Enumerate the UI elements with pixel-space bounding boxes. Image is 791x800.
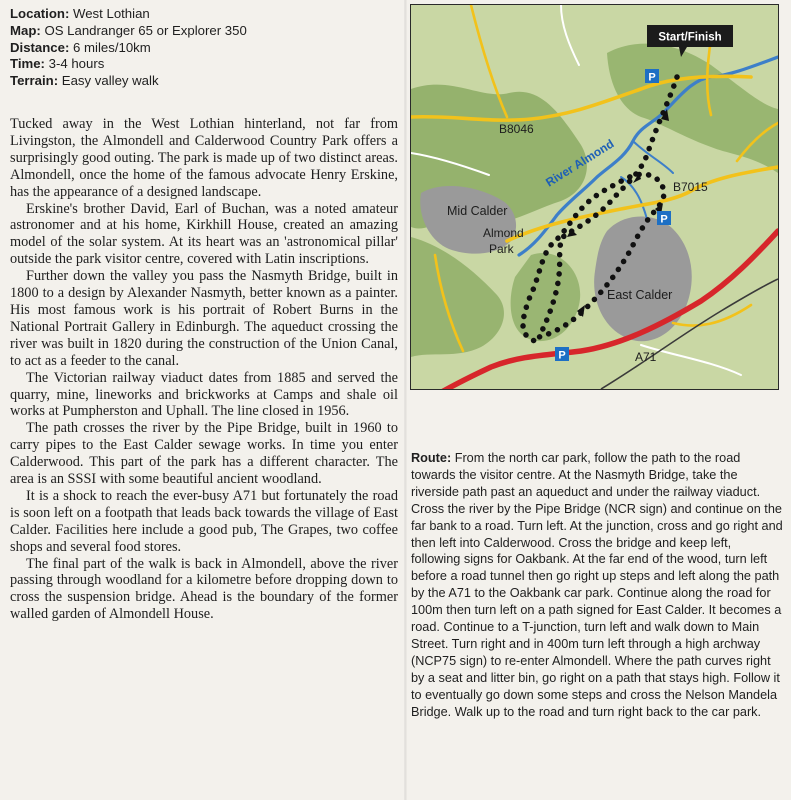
map-graphic bbox=[411, 5, 778, 389]
info-terrain bbox=[10, 73, 405, 90]
parking-text: P bbox=[558, 349, 566, 362]
paragraph: Erskine's brother David, Earl of Buchan, was a noted amateur astronomer and at his home, Kirkhill House, created an amazing model of the solar system. At its heart was an 'astronomical pillar' outside the park visitor centre, covered with Latin inscriptions. bbox=[10, 200, 398, 268]
parking-icon bbox=[645, 69, 659, 84]
route-text: From the north car park, follow the path to the road towards the visitor centre. At the Nasmyth Bridge, take the riverside path past an aqueduct and under the railway viaduct. Cross the river by the Pipe Bridge (NCR sign) and continue on the far bank to a road. Turn left. At the junction, cross and go right and then left into Calderwood. Cross the bridge and keep left, following signs for Oakbank. At the far end of the wood, turn left before a road tunnel then go right up steps and left along the path by the A71 to the Oakbank car park. Continue along the road for 100m then turn left on a path signed for East Calder. It becomes a road. Continue to a T-junction, turn left and walk down to Main Street. Turn right and in 400m turn left through a high archway (NCP75 sign) to re-enter Almondell. Where the path curves right by a seat and litter bin, go right on a path that stays high. Follow it to eventually go down some steps and cross the Nelson Mandela Bridge. Walk up to the road and turn right back to the car park. bbox=[411, 451, 783, 719]
label-b8046: B8046 bbox=[499, 122, 534, 136]
label-mid-calder: Mid Calder bbox=[447, 204, 508, 218]
article-body bbox=[10, 116, 398, 623]
walk-info bbox=[10, 6, 405, 90]
label-east-calder: East Calder bbox=[607, 288, 673, 302]
paragraph: The Victorian railway viaduct dates from 1885 and served the quarry, mine, lineworks and brickworks at Camps and shale oil works at Pumpherston and Uphall. The line closed in 1956. bbox=[10, 369, 398, 420]
urban-area-east-calder bbox=[594, 217, 692, 342]
parking-icon bbox=[657, 211, 671, 226]
info-map-label: Map: bbox=[10, 22, 41, 38]
paragraph: It is a shock to reach the ever-busy A71 but fortunately the road is soon left on a footpath that leads back towards the village of East Calder. Facilities here include a good pub, The Grapes, two coffee shops and several food stores. bbox=[10, 487, 398, 555]
info-location-label: Location: bbox=[10, 6, 70, 21]
label-park: Park bbox=[489, 242, 514, 256]
info-time-label: Time: bbox=[10, 56, 45, 72]
parking-icon bbox=[555, 347, 569, 362]
label-almond: Almond bbox=[483, 226, 524, 240]
info-distance bbox=[10, 40, 405, 57]
info-map-value: OS Landranger 65 or Explorer 350 bbox=[44, 22, 247, 38]
info-map bbox=[10, 23, 405, 40]
start-finish-label: Start/Finish bbox=[658, 31, 722, 44]
paragraph: Further down the valley you pass the Nasmyth Bridge, built in 1800 to a design by Alexander Nasmyth, better known as a painter. His most famous work is his portrait of Robert Burns in the National Portrait Gallery in Edinburgh. The aqueduct crossing the river was built in 1820 during the construction of the Union Canal, to act as a feeder to the canal. bbox=[10, 268, 398, 369]
info-location-value: West Lothian bbox=[73, 6, 150, 21]
paragraph: Tucked away in the West Lothian hinterland, not far from Livingston, the Almondell and Calderwood Country Park offers a surprisingly good outing. The park is made up of two distinct areas. Almondell, once the home of the famous advocate Henry Erskine, has the appearance of a designed landscape. bbox=[10, 116, 398, 200]
route-map bbox=[410, 4, 779, 390]
route-label: Route: bbox=[411, 451, 452, 465]
info-time bbox=[10, 56, 405, 73]
info-location bbox=[10, 6, 405, 23]
info-time-value: 3-4 hours bbox=[48, 56, 105, 72]
paragraph: The final part of the walk is back in Almondell, above the river passing through woodland for a kilometre before dropping down to cross the suspension bridge. Ahead is the boundary of the former walled garden of Almondell House. bbox=[10, 555, 398, 623]
route-directions bbox=[411, 450, 783, 721]
paragraph: The path crosses the river by the Pipe Bridge, built in 1960 to carry pipes to the East Calder sewage works. In time you enter Calderwood. This part of the park has a different character. The area is an SSSI with some beautiful ancient woodland. bbox=[10, 420, 398, 488]
woodland-area bbox=[607, 44, 778, 173]
info-terrain-label: Terrain: bbox=[10, 73, 59, 89]
page-crease bbox=[404, 0, 407, 800]
label-river-almond: River Almond bbox=[543, 136, 617, 190]
info-terrain-value: Easy valley walk bbox=[61, 73, 159, 89]
label-b7015: B7015 bbox=[673, 180, 708, 194]
info-distance-label: Distance: bbox=[10, 39, 70, 55]
label-a71: A71 bbox=[635, 350, 657, 364]
parking-text: P bbox=[660, 213, 668, 226]
info-distance-value: 6 miles/10km bbox=[73, 39, 151, 55]
parking-text: P bbox=[648, 71, 656, 84]
